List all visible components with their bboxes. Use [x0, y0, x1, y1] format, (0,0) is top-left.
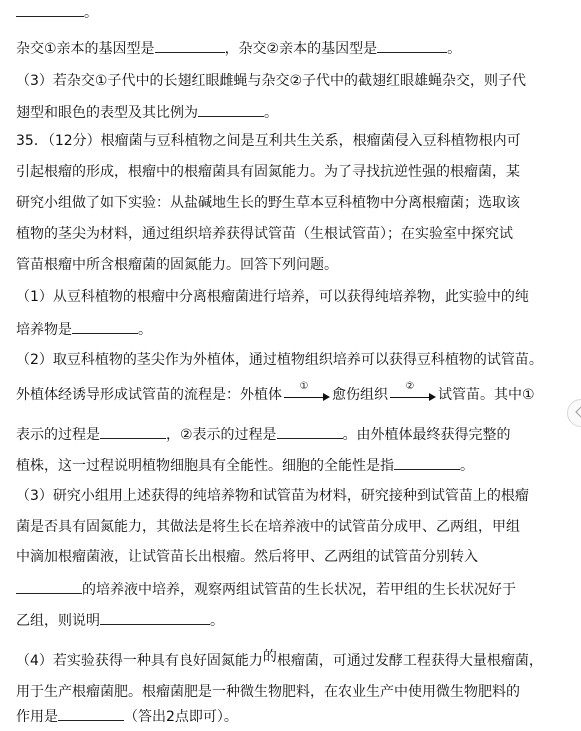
text-line: 。	[16, 2, 571, 22]
text-line: （2）取豆科植物的茎尖作为外植体，通过植物组织培养可以获得豆科植物的试管苗。	[16, 352, 543, 368]
answer-blank[interactable]	[100, 610, 210, 625]
text-line: （3）若杂交①子代中的长翅红眼雌蝇与杂交②子代中的截翅红眼雄蝇杂交，则子代	[16, 73, 527, 89]
answer-blank[interactable]	[277, 424, 343, 439]
text-line: 菌是否具有固氮能力，其做法是将生长在培养液中的试管苗分成甲、乙两组，甲组	[16, 519, 520, 535]
text-line: 杂交①亲本的基因型是 ，杂交②亲本的基因型是 。	[16, 38, 571, 58]
answer-blank[interactable]	[58, 706, 124, 721]
question-35-heading: 35．（12分）根瘤菌与豆科植物之间是互利共生关系，根瘤菌侵入豆科植物根内可	[16, 133, 521, 149]
answer-blank[interactable]	[198, 102, 264, 117]
answer-blank[interactable]	[16, 2, 84, 17]
answer-blank[interactable]	[394, 455, 460, 470]
text-line: 翅型和眼色的表型及其比例为 。	[16, 102, 571, 122]
text-line: 作用是 （答出2点即可）。	[16, 706, 571, 726]
answer-blank[interactable]	[100, 424, 166, 439]
process-arrow: ①	[284, 388, 330, 402]
text-line: （1）从豆科植物的根瘤中分离根瘤菌进行培养，可以获得纯培养物，此实验中的纯	[16, 289, 529, 305]
answer-blank[interactable]	[16, 579, 82, 594]
text-line: （4）若实验获得一种具有良好固氮能力的根瘤菌，可通过发酵工程获得大量根瘤菌，	[16, 649, 543, 669]
text-line: 的培养液中培养，观察两组试管苗的生长状况，若甲组的生长状况好于	[16, 579, 571, 599]
text-line: 外植体经诱导形成试管苗的流程是：外植体 ① 愈伤组织 ② 试管苗。其中①	[16, 381, 535, 403]
text-line: 乙组，则说明 。	[16, 610, 571, 630]
text-line: 中滴加根瘤菌液，让试管苗长出根瘤。然后将甲、乙两组的试管苗分别转入	[16, 549, 478, 565]
answer-blank[interactable]	[72, 319, 138, 334]
text-line: （3）研究小组用上述获得的纯培养物和试管苗为材料，研究接种到试管苗上的根瘤	[16, 488, 529, 504]
text-line: 培养物是 。	[16, 319, 571, 339]
text-line: 引起根瘤的形成，根瘤中的根瘤菌具有固氮能力。为了寻找抗逆性强的根瘤菌，某	[16, 164, 520, 180]
text-line: 管苗根瘤中所含根瘤菌的固氮能力。回答下列问题。	[16, 257, 338, 273]
text-line: 用于生产根瘤菌肥。根瘤菌肥是一种微生物肥料，在农业生产中使用微生物肥料的	[16, 684, 520, 700]
process-arrow: ②	[390, 388, 436, 402]
text-line: 表示的过程是 ，②表示的过程是 。由外植体最终获得完整的	[16, 424, 571, 444]
answer-blank[interactable]	[155, 38, 225, 53]
text-line: 植株，这一过程说明植物细胞具有全能性。细胞的全能性是指 。	[16, 455, 571, 475]
text-line: 研究小组做了如下实验：从盐碱地生长的野生草本豆科植物中分离根瘤菌；选取该	[16, 195, 520, 211]
answer-blank[interactable]	[377, 38, 447, 53]
text-line: 植物的茎尖为材料，通过组织培养获得试管苗（生根试管苗）；在实验室中探究试	[16, 226, 513, 242]
